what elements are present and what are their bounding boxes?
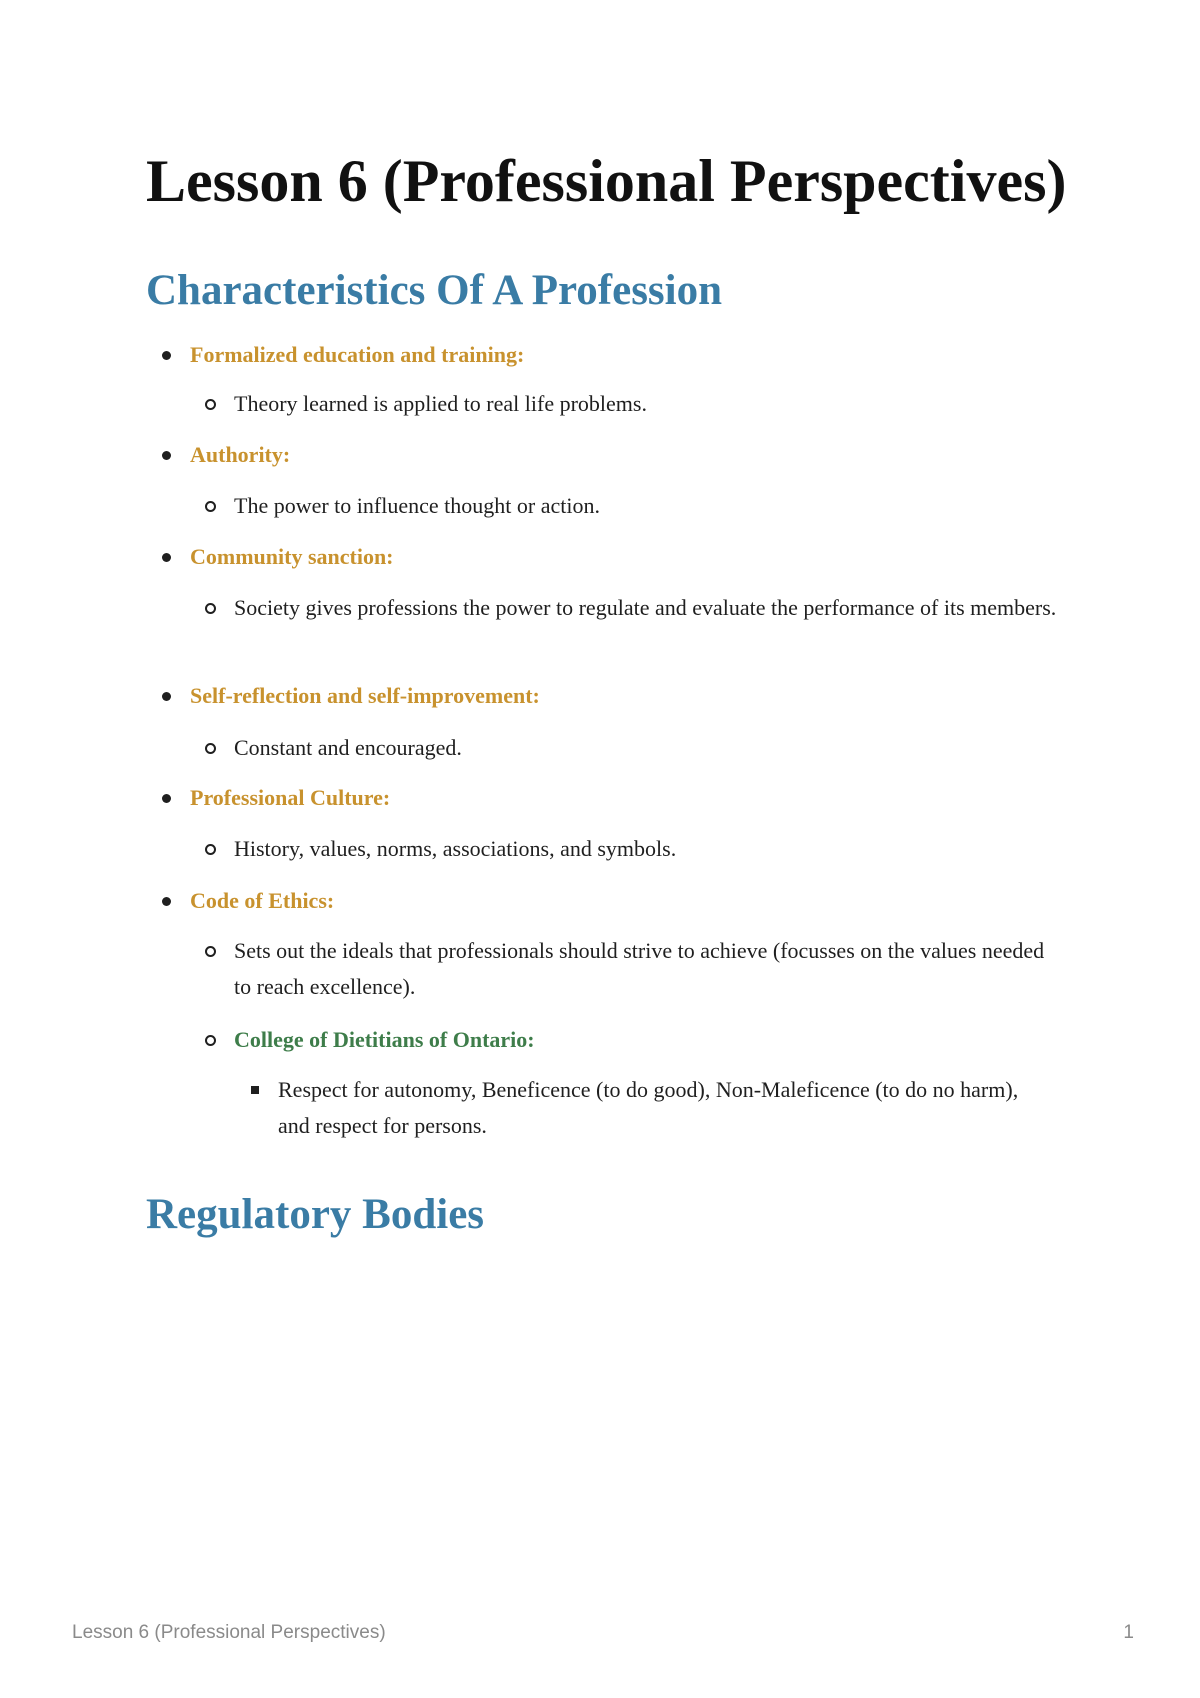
bullet-circle-icon (205, 603, 216, 614)
list-item-subterm (234, 1022, 1064, 1058)
description-text: Respect for autonomy, Beneficence (to do good), Non-Maleficence (to do no harm), and respect for persons. (278, 1077, 1019, 1138)
bullet-square-icon (251, 1086, 259, 1094)
list-item-description (234, 831, 1064, 867)
bullet-disc-icon (162, 451, 171, 460)
term-label: Formalized education and training: (190, 342, 525, 367)
bullet-circle-icon (205, 501, 216, 512)
term-label: Self-reflection and self-improvement: (190, 683, 540, 708)
bullet-disc-icon (162, 553, 171, 562)
description-text: Constant and encouraged. (234, 735, 462, 760)
list-item-term (190, 337, 1090, 373)
bullet-circle-icon (205, 743, 216, 754)
list-item-description (234, 386, 1064, 422)
description-text: History, values, norms, associations, and symbols. (234, 836, 677, 861)
bullet-circle-icon (205, 946, 216, 957)
list-item-term (190, 437, 1090, 473)
term-label: Code of Ethics: (190, 888, 335, 913)
description-text: Theory learned is applied to real life problems. (234, 391, 647, 416)
section-heading-regulatory-bodies: Regulatory Bodies (146, 1191, 485, 1238)
list-item-description (234, 488, 1064, 524)
list-item-term (190, 678, 1090, 714)
list-item-description (234, 933, 1064, 1005)
list-item-description (234, 730, 1064, 766)
footer-title: Lesson 6 (Professional Perspectives) (72, 1622, 386, 1643)
list-item-subdescription (278, 1072, 1038, 1144)
description-text: Society gives professions the power to regulate and evaluate the performance of its members. (234, 595, 1057, 620)
list-item-description (234, 590, 1064, 626)
term-label: Community sanction: (190, 544, 394, 569)
bullet-circle-icon (205, 1035, 216, 1046)
list-item-term (190, 883, 1090, 919)
list-item-term (190, 780, 1090, 816)
term-label: Professional Culture: (190, 785, 391, 810)
bullet-circle-icon (205, 399, 216, 410)
list-item-term (190, 539, 1090, 575)
bullet-disc-icon (162, 897, 171, 906)
bullet-disc-icon (162, 794, 171, 803)
page-title: Lesson 6 (Professional Perspectives) (146, 148, 1067, 214)
subterm-label: College of Dietitians of Ontario: (234, 1027, 535, 1052)
bullet-disc-icon (162, 692, 171, 701)
description-text: Sets out the ideals that professionals should strive to achieve (focusses on the values needed to reach excellence). (234, 938, 1045, 999)
description-text: The power to influence thought or action. (234, 493, 600, 518)
bullet-disc-icon (162, 351, 171, 360)
term-label: Authority: (190, 442, 291, 467)
footer-page-number: 1 (1123, 1622, 1134, 1643)
section-heading-characteristics: Characteristics Of A Profession (146, 267, 723, 314)
bullet-circle-icon (205, 844, 216, 855)
